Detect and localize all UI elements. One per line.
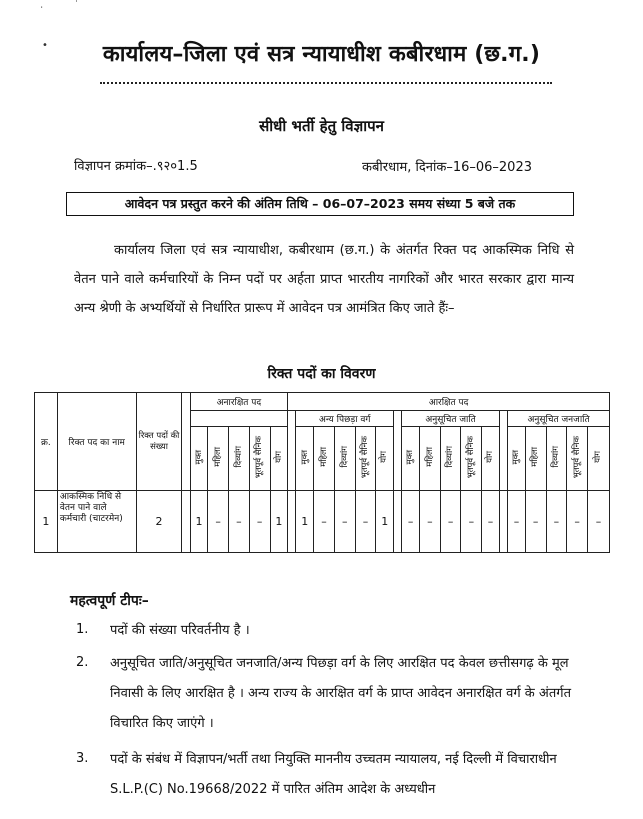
note-number: 3. [76, 751, 89, 766]
header-post-name: रिक्त पद का नाम [57, 393, 136, 491]
row-unreserved-value: 1 [190, 491, 208, 553]
subheader-label: योग [379, 451, 390, 463]
header-st: अनुसूचित जनजाति [508, 411, 610, 427]
row-sc-value: – [482, 491, 500, 553]
row-obc-value: 1 [296, 491, 314, 553]
subheader-obc-3 [355, 427, 376, 491]
note-number: 2. [76, 655, 89, 670]
subheader-unreserved-2 [229, 427, 250, 491]
note-number: 1. [76, 622, 89, 637]
subheader-label: दिव्यांग [551, 446, 562, 468]
subheader-sc-0 [402, 427, 420, 491]
subheader-label: दिव्यांग [339, 446, 350, 468]
dotted-divider [100, 82, 552, 84]
subheader-label: महिला [424, 447, 435, 467]
header-reserved: आरक्षित पद [288, 393, 610, 411]
subheader-obc-0 [296, 427, 314, 491]
subheader-label: भूतपूर्व सैनिक [360, 435, 371, 479]
row-st-value: – [508, 491, 526, 553]
row-unreserved-value: – [249, 491, 270, 553]
subheader-sc-4 [482, 427, 500, 491]
subheader-label: दिव्यांग [233, 446, 244, 468]
subheader-label: महिला [318, 447, 329, 467]
spacer-cell [190, 411, 288, 427]
row-unreserved-value: 1 [270, 491, 288, 553]
row-unreserved-value: – [229, 491, 250, 553]
row-obc-value: 1 [376, 491, 394, 553]
subheader-label: दिव्यांग [445, 446, 456, 468]
subheader-st-4 [588, 427, 610, 491]
spacer-column [394, 411, 402, 491]
subheader-label: मुक्त [405, 449, 416, 465]
header-obc: अन्य पिछड़ा वर्ग [296, 411, 394, 427]
spacer-cell [182, 491, 190, 553]
scan-mark: ˙ [74, 0, 79, 11]
row-st-value: – [546, 491, 567, 553]
subheader-st-2 [546, 427, 567, 491]
header-vacancies: रिक्त पदों की संख्या [136, 393, 182, 491]
row-vacancies: 2 [136, 491, 182, 553]
subheader-obc-2 [334, 427, 355, 491]
subheader-st-3 [567, 427, 588, 491]
advertisement-date: कबीरधाम, दिनांक–16–06–2023 [362, 160, 532, 175]
row-post-name: आकस्मिक निधि से वेतन पाने वाले कर्मचारी (चाटरमेन) [57, 491, 136, 553]
row-sc-value: – [461, 491, 482, 553]
subheader-obc-1 [314, 427, 335, 491]
row-obc-value: – [355, 491, 376, 553]
subheader-label: भूतपूर्व सैनिक [466, 435, 477, 479]
subheader-label: महिला [530, 447, 541, 467]
row-sc-value: – [440, 491, 461, 553]
row-unreserved-value: – [208, 491, 229, 553]
header-sc: अनुसूचित जाति [402, 411, 500, 427]
advertisement-reference: विज्ञापन क्रमांक–.९२०1.5 [74, 159, 198, 174]
subheader-unreserved-4 [270, 427, 288, 491]
subheader-st-1 [525, 427, 546, 491]
row-st-value: – [525, 491, 546, 553]
table-title: रिक्त पदों का विवरण [267, 366, 376, 382]
subheader-label: भूतपूर्व सैनिक [571, 435, 582, 479]
subheader-sc-3 [461, 427, 482, 491]
subheader-sc-1 [419, 427, 440, 491]
subheader-label: योग [273, 451, 284, 463]
row-st-value: – [588, 491, 610, 553]
subheader-label: भूतपूर्व सैनिक [254, 435, 265, 479]
spacer-column [499, 411, 507, 491]
note-text: अनुसूचित जाति/अनुसूचित जनजाति/अन्य पिछड़ा वर्ग के लिए आरक्षित पद केवल छत्तीसगढ़ के मूल निवासी के लिए आरक्षित है । अन्य राज्य के आरक्षित वर्ग के प्राप्त आवेदन अनारक्षित वर्ग के अंतर्गत विचारित किए जाएंगे । [110, 656, 571, 731]
subheader-label: मुक्त [511, 449, 522, 465]
subheader-unreserved-1 [208, 427, 229, 491]
subheader-st-0 [508, 427, 526, 491]
deadline-box: आवेदन पत्र प्रस्तुत करने की अंतिम तिथि – 06–07–2023 समय संध्या 5 बजे तक [66, 192, 574, 216]
header-unreserved: अनारक्षित पद [190, 393, 288, 411]
header-serial: क्र. [35, 393, 58, 491]
scan-mark: ॱ [40, 5, 44, 16]
spacer-column [288, 411, 296, 491]
spacer-column [182, 393, 190, 491]
row-obc-value: – [334, 491, 355, 553]
advertisement-subtitle: सीधी भर्ती हेतु विज्ञापन [259, 117, 384, 135]
note-text: पदों के संबंध में विज्ञापन/भर्ती तथा नियुक्ति माननीय उच्चतम न्यायालय, नई दिल्ली में विचाराधीन S.L.P.(C) No.19668/2022 में पारित अंतिम आदेश के अध्यधीन [110, 752, 557, 797]
note-text: पदों की संख्या परिवर्तनीय है । [110, 623, 250, 638]
subheader-unreserved-3 [249, 427, 270, 491]
spacer-cell [394, 491, 402, 553]
subheader-label: मुक्त [299, 449, 310, 465]
row-sc-value: – [419, 491, 440, 553]
row-sc-value: – [402, 491, 420, 553]
page-title: कार्यालय–जिला एवं सत्र न्यायाधीश कबीरधाम (छ.ग.) [102, 42, 541, 67]
notes-heading: महत्वपूर्ण टीपः– [70, 593, 149, 609]
subheader-label: महिला [212, 447, 223, 467]
row-obc-value: – [314, 491, 335, 553]
spacer-cell [288, 491, 296, 553]
subheader-unreserved-0 [190, 427, 208, 491]
row-serial: 1 [35, 491, 58, 553]
row-st-value: – [567, 491, 588, 553]
spacer-cell [499, 491, 507, 553]
subheader-label: मुक्त [193, 449, 204, 465]
subheader-label: योग [593, 451, 604, 463]
subheader-sc-2 [440, 427, 461, 491]
scan-mark: • [42, 40, 48, 51]
subheader-label: योग [485, 451, 496, 463]
intro-paragraph: कार्यालय जिला एवं सत्र न्यायाधीश, कबीरधाम (छ.ग.) के अंतर्गत रिक्त पद आकस्मिक निधि से वेतन पाने वाले कर्मचारियों के निम्न पदों पर अर्हता प्राप्त भारतीय नागरिकों और भारत सरकार द्वारा मान्य अन्य श्रेणी के अभ्यर्थियों से निर्धारित प्रारूप में आवेदन पत्र आमंत्रित किए जाते हैंः– [74, 243, 574, 316]
vacancy-table [34, 392, 610, 553]
subheader-obc-4 [376, 427, 394, 491]
